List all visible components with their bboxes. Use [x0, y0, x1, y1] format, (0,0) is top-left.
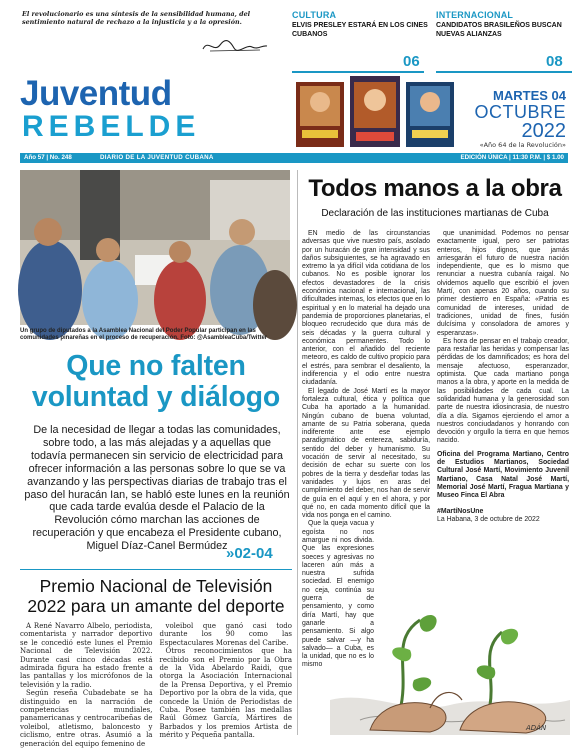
paragraph: A René Navarro Albelo, periodista, comentarista y narrador deportivo se le concedió este lunes el Premio Nacional de Televisión 2022. Durante casi cinco décadas está admirada figura ha estado frente a las pantallas y los micrófonos de la televisión y la radio. [20, 622, 153, 689]
promo-section-label: CULTURA [292, 10, 337, 20]
signature-graphic [200, 35, 270, 57]
paragraph: que unanimidad. Podemos no pensar exactamente igual, pero ser patriotas enteros, hijos dignos, que jamás arriesgarán el futuro de nuestra nación independiente, que es lo mismo que renunciar a nuestra cubanía raigal. No olvidemos aquello que escribió el joven Martí, con apenas 20 años, cuando su primer destierro en España: «Patria es comunidad de intereses, unidad de tradiciones, unidad de fines, fusión dulcísima y consoladora de amores y esperanzas». [437, 230, 569, 337]
illustration-credit: ADÁN [526, 724, 547, 732]
column-divider [297, 170, 298, 735]
paragraph: Es hora de pensar en el trabajo creador, para restañar las heridas y compensar las pérdidas de los damnificados; es hora del mensaje afectuoso, esperanzador, optimista. Que cada martiano ponga manos a la obra, y aporte en la medida de las posibilidades de cada cual. La solidaridad humana y la generosidad son parte de nuestra idiosincrasia, de nuestro día a día. Sigamos ejerciendo el amor a nuestros conciudadanos y honrando con devoción y orgullo la tierra en que hemos nacido. [437, 337, 569, 445]
lead-headline[interactable]: Que no falten voluntad y diálogo [31, 350, 281, 413]
paper-subtitle: DIARIO DE LA JUVENTUD CUBANA [100, 154, 214, 161]
lead-page-reference[interactable]: »02-04 [226, 545, 273, 562]
illustration-hands-planting [330, 580, 570, 735]
masthead-band [20, 153, 568, 163]
lead-photo[interactable] [20, 170, 290, 325]
article-dateline: La Habana, 3 de octubre de 2022 [437, 515, 540, 523]
paragraph: El legado de José Martí es la mayor fortaleza cultural, ética y política que Cuba ha aportado a la humanidad. Ningún cubano de buena voluntad, amante de su Patria soberana, queda indiferente ante ese ejemplo paradigmático de entereza, sabiduría, sentido del deber y humanismo. Su vocación de servir al necesitado, su decisión de echar su suerte con los pobres de la tierra y desdeñar todas las vanidades y lujos en aras del cumplimiento del deber, nos han de servir de guía en el aquí y en el ahora, y por qué no, en cada momento difícil que la vida nos ponga en el camino. [302, 387, 430, 520]
promo-cultura[interactable] [292, 10, 430, 39]
promo-rule [292, 71, 424, 73]
article-subhead: Declaración de las instituciones martianas de Cuba [321, 208, 549, 219]
promo-page-number: 08 [546, 53, 563, 70]
lead-summary: De la necesidad de llegar a todas las comunidades, sobre todo, a las más alejadas y a aquellas que todavía permanecen sin servicio de electricidad para ofrecer información a las personas sobre lo que se va avanzando y las perspectivas diarias de trabajo tras el paso del huracán Ian, se habló este lunes en la reunión que cada tarde evalúa desde el Palacio de la Revolución cómo marchan las acciones de recuperación y que encabeza el Presidente cubano, Miguel Díaz-Canel Bermúdez [24, 424, 290, 553]
promo-headline: ELVIS PRESLEY ESTARÁ EN LOS CINES CUBANOS [292, 22, 428, 38]
paragraph: Que la queja vacua y egoísta no nos amargue ni nos divida. Que las expresiones soeces y agresivas no laceren aún más a nuestra sufrida sociedad. El enemigo no ceja, continúa su guerra de pensamiento, y como diría Martí, hay que ganarle a pensamiento. Si algo puede salvar —y ha salvado— a Cuba, es la unidad, que no es lo mismo [302, 520, 374, 669]
article-signoff: Oficina del Programa Martiano, Centro de Estudios Martianos, Sociedad Cultural José Martí, Movimiento Juvenil Martiano, Casa Natal José Martí, Memorial José Martí, Fragua Martiana y Museo Finca El Abra [437, 450, 569, 500]
promo-headline: CANDIDATOS BRASILEÑOS BUSCAN NUEVAS ALIANZAS [436, 22, 562, 38]
date-tagline: «Año 64 de la Revolución» [479, 141, 566, 149]
date-year: 2022 [521, 120, 566, 142]
date-day: MARTES 04 [493, 88, 566, 103]
article-headline[interactable]: Todos manos a la obra [308, 175, 562, 202]
section-divider [20, 569, 292, 570]
photo-caption: Un grupo de diputados a la Asamblea Nacional del Poder Popular participan en las comunidades pinareñas en el proceso de recuperación. Foto: @AsambleaCuba/Twitter [20, 328, 268, 342]
promo-section-label: INTERNACIONAL [436, 10, 514, 20]
movie-posters-image[interactable] [296, 76, 454, 147]
paragraph: Otros reconocimientos que ha recibido son el Premio por la Obra de la Vida Abelardo Raidi, que otorga la Asociación Internacional de la Prensa Deportiva, y el Premio Deportivo por la obra de la vida, que concede la Unión de Periodistas de Cuba. Posee también las medallas Raúl Gómez García, Mártires de Barbados y los premios Artista de mérito y Pequeña pantalla. [159, 647, 292, 740]
issue-number: Año 57 | No. 248 [24, 154, 72, 161]
tv-prize-headline[interactable]: Premio Nacional de Televisión 2022 para un amante del deporte [27, 576, 285, 616]
paragraph: EN medio de las circunstancias adversas que vive nuestro país, asolado por un huracán de gran intensidad y sus daños subsiguientes, se ha agravado en extremo la ya difícil vida cotidiana de los cubanos. No es posible ignorar los efectos devastadores de la crisis económica nacional e internacional, las dificultades internas, los efectos que en lo espiritual y en lo material ha dejado una pandemia de proporciones planetarias, el bloqueo recrudecido que dura más de seis décadas y la guerra cultural y económica permanentes. Todo lo anterior, con el añadido del reciente meteoro, es caldo de cultivo propicio para el estrés, para sembrar el desaliento, la indiferencia y el odio entre nuestra ciudadanía. [302, 230, 430, 387]
date-month: OCTUBRE [474, 102, 566, 122]
masthead-title-line1: Juventud [20, 74, 172, 113]
promo-internacional[interactable] [436, 10, 576, 39]
tv-prize-column [160, 622, 293, 748]
article-column-2 [437, 230, 569, 524]
paragraph: voleibol que ganó casi todo durante los 90 como las Espectaculares Morenas del Caribe. [159, 622, 292, 647]
tv-prize-body [20, 622, 292, 748]
masthead-title-line2: REBELDE [22, 110, 201, 143]
edition-info: EDICIÓN ÚNICA | 11:30 P.M. | $ 1.00 [460, 154, 564, 161]
paragraph: Según reseña Cubadebate se ha distinguido en la narración de competencias mundiales, panamericanas y centrocaribeñas de voleibol, atletismo, baloncesto y ciclismo, entre otras. Asumió a la generación del equipo femenino de [20, 689, 153, 748]
promo-rule [436, 71, 572, 73]
article-hashtag[interactable]: #MartíNosUne [437, 507, 484, 515]
tv-prize-column [20, 622, 153, 748]
masthead-quote: El revolucionario es una síntesis de la sensibilidad humana, del sentimiento natural de rechazo a la injusticia y a la opresión. [22, 10, 251, 26]
promo-page-number: 06 [403, 53, 420, 70]
